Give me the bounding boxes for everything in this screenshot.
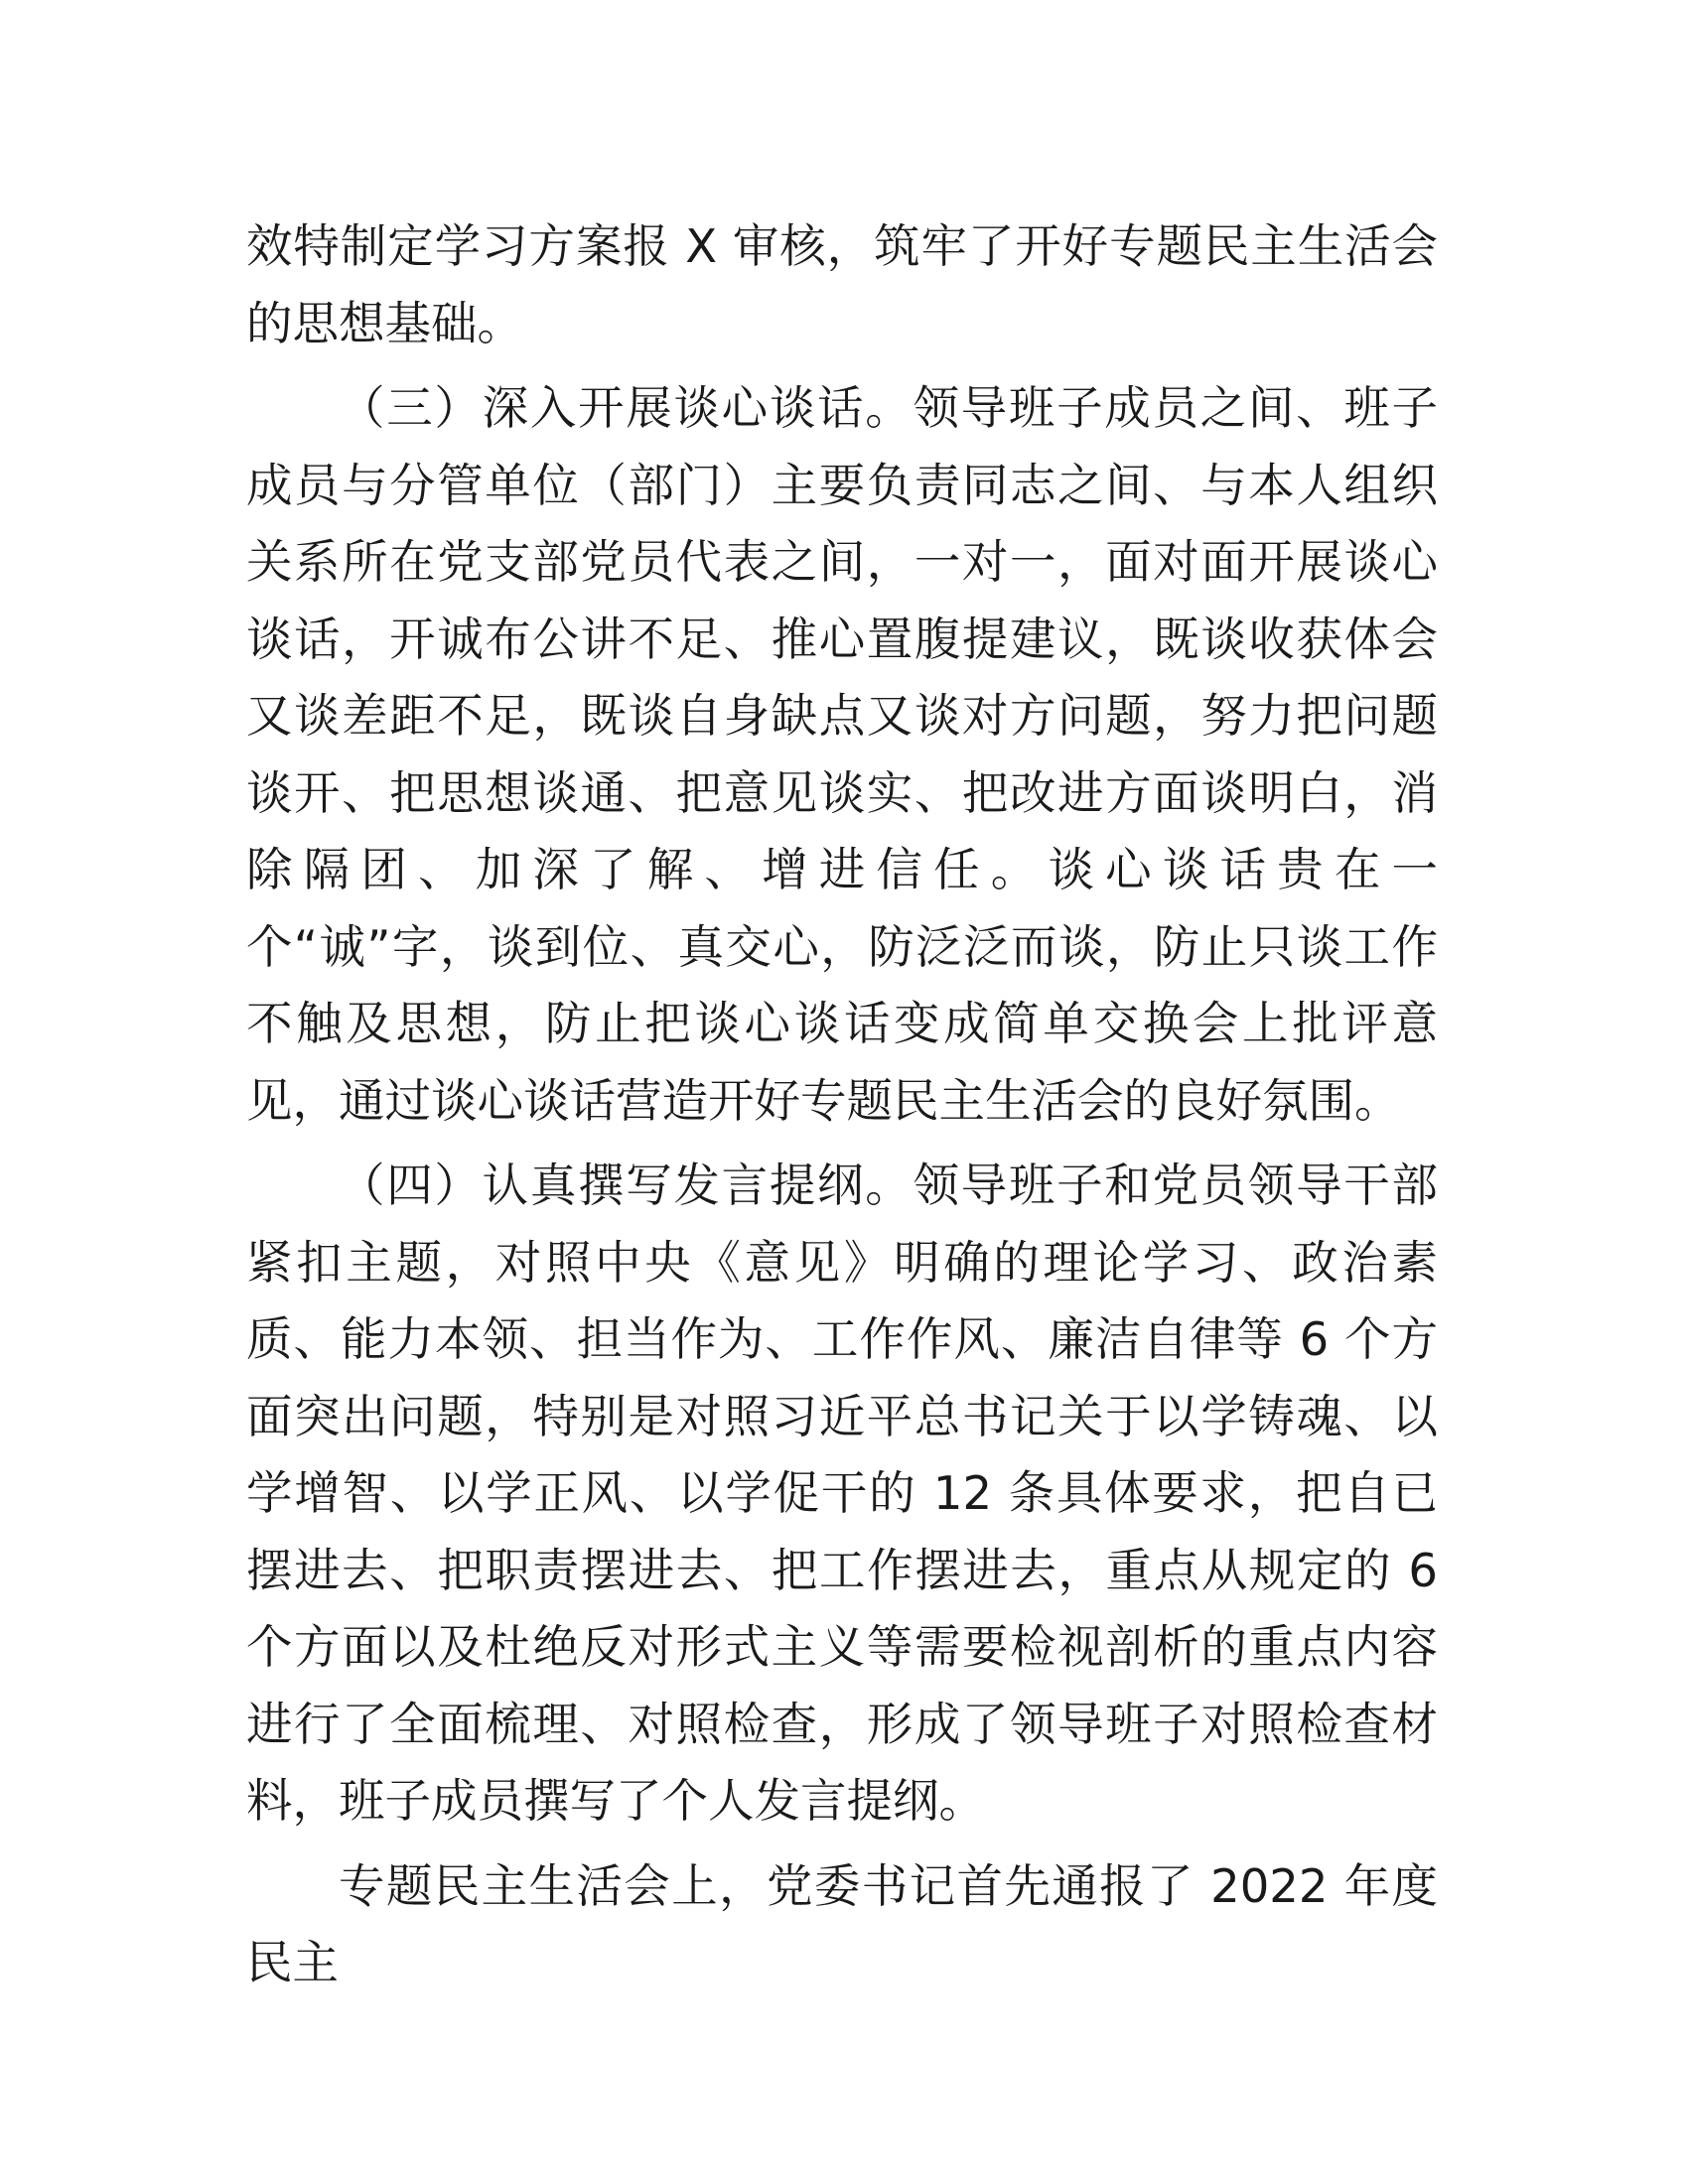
paragraph-continuation: 效特制定学习方案报 X 审核，筑牢了开好专题民主生活会的思想基础。 <box>246 219 1438 350</box>
paragraph-meeting-report: 专题民主生活会上，党委书记首先通报了 2022 年度民主 <box>246 1858 1438 1989</box>
paragraph-section-3: （三）深入开展谈心谈话。领导班子成员之间、班子成员与分管单位（部门）主要负责同志之间、与本人组织关系所在党支部党员代表之间，一对一，面对面开展谈心谈话，开诚布公讲不足、推心置腹提建议，既谈收获体会又谈差距不足，既谈自身缺点又谈对方问题，努力把问题谈开、把思想谈通、把意见谈实、把改进方面谈明白，消除隔团、加深了解、增进信任。谈心谈话贵在一个“诚”字，谈到位、真交心，防泛泛而谈，防止只谈工作不触及思想，防止把谈心谈话变成简单交换会上批评意见，通过谈心谈话营造开好专题民主生活会的良好氛围。 <box>246 381 1438 1128</box>
document-body <box>246 208 1438 2002</box>
paragraph-section-4: （四）认真撰写发言提纲。领导班子和党员领导干部紧扣主题，对照中央《意见》明确的理论学习、政治素质、能力本领、担当作为、工作作风、廉洁自律等 6 个方面突出问题，特别是对照习近平总书记关于以学铸魂、以学增智、以学正风、以学促干的 12 条具体要求，把自已摆进去、把职责摆进去、把工作摆进去，重点从规定的 6 个方面以及杜绝反对形式主义等需要检视剖析的重点内容进行了全面梳理、对照检查，形成了领导班子对照检查材料，班子成员撰写了个人发言提纲。 <box>246 1159 1438 1828</box>
